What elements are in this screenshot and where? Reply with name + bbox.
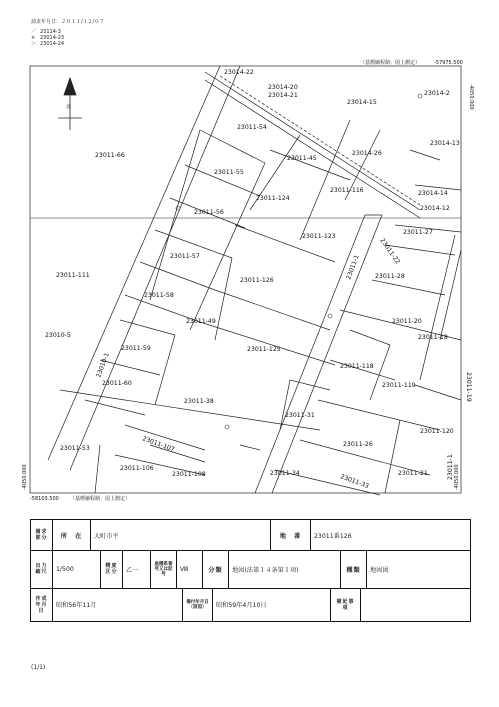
address-value: 大町市平 [91,520,271,550]
installed-value: 昭和59年4月10日 [213,588,331,621]
parcel-label: 23011-21 [398,470,428,477]
created-value: 昭和56年11月 [53,588,183,621]
parcel-label: 23014-14 [418,190,448,197]
parcel-label: 23011-116 [330,187,364,194]
lot-value: 23011番126 [314,532,352,540]
table-row [31,550,470,589]
parcel-label: 23011-38 [184,398,214,405]
ref-line-1: 23114-3 [40,29,61,35]
parcel-label: 23011-55 [214,169,244,176]
parcel-label: 23011-59 [121,345,151,352]
ref-mark-2: × [31,35,36,41]
header-installed: 備付年月日（原図） [183,588,213,621]
parcel-label: 23011-58 [144,292,174,299]
parcel-label: 23011-19 [465,372,472,402]
parcel-label: 23011-54 [237,124,267,131]
coord-bottom-left: -58103.500 [30,496,59,502]
parcel-label: 23011-60 [102,380,132,387]
parcel-label: 23011-119 [382,382,416,389]
parcel-label: 23014-22 [224,69,254,76]
parcel-label: 23011-1 [345,253,361,281]
parcel-label: 23011-120 [420,428,454,435]
parcel-label: 23011-49 [186,318,216,325]
parcel-label: 23014-21 [268,92,298,99]
header-location: 所 在 [53,520,91,550]
parcel-label: 23014-26 [352,150,382,157]
parcel-label: 23011-20 [392,318,422,325]
notes-value [361,588,470,621]
parcel-label: 23011-124 [256,195,290,202]
coord-right-bottom: -4050.000 [454,464,460,490]
page-count: (1/1) [31,664,46,671]
parcel-label: 23014-20 [268,84,298,91]
ref-mark-3: ＞ [31,41,37,47]
coord-left-bottom: -4050.000 [22,464,28,490]
parcel-label: 23011-56 [194,209,224,216]
classification-value: 地図(法第１４条第１項) [229,550,341,588]
parcel-label: 23011-53 [60,445,90,452]
ref-line-3: 23014-24 [40,41,65,47]
print-date: 請求年月日：２０１１/１２/０７ [31,19,105,25]
header-kind: 種類 [341,550,367,588]
parcel-label: 23011-18 [418,334,448,341]
parcel-label: 23011-106 [120,465,154,472]
header-coord-sys: 座標系番号又は記号 [151,550,177,588]
parcel-label: 23010-5 [45,332,71,339]
kind-value: 地図図 [370,566,389,574]
precision-value: 乙一 [123,550,151,588]
parcel-label: 23011-26 [343,441,373,448]
north-label: 北 [66,104,72,110]
table-row [31,588,470,621]
parcel-label: 23011-34 [270,470,300,477]
header-scale: 出力縮尺 [31,550,53,588]
parcel-label: 23011-27 [403,229,433,236]
parcel-label: 23011-66 [95,152,125,159]
ref-mark-1: ／ [31,29,37,35]
header-lot: 地 番 [271,520,311,550]
parcel-label: 23014-12 [420,205,450,212]
header-request: 請求部分 [31,520,53,550]
parcel-label: 23011-33 [339,473,370,491]
header-precision: 精度区分 [101,550,123,588]
parcel-label: 23011-126 [240,277,274,284]
header-created: 作成年月日 [31,588,53,621]
coord-right-top: -4050.000 [468,84,474,110]
scale-note-top: （基標縮程制：図上測定） [360,60,421,66]
parcel-label: 23014-13 [430,140,460,147]
parcel-label: 23011-28 [375,273,405,280]
header-notes: 補記事項 [331,588,361,621]
info-table [30,519,471,622]
parcel-label: 23011-22 [378,237,402,266]
parcel-label: 23014-15 [347,99,377,106]
table-row [31,520,470,551]
ref-line-2: 23014-23 [40,35,65,41]
coord-sys-value: Ⅷ [177,550,203,588]
parcel-label: 23011-45 [287,155,317,162]
parcel-label: 23011-57 [170,253,200,260]
scale-value: 1/500 [53,550,101,588]
parcel-label: 23011-123 [302,233,336,240]
coord-top-right: -57975.500 [434,60,463,66]
parcel-label: 23011-111 [56,272,90,279]
parcel-label: 23011-118 [340,363,374,370]
parcel-label: 23011-31 [285,412,315,419]
parcel-label: 23011-107 [141,435,176,454]
parcel-label: 23010-1 [95,351,111,379]
parcel-label: 23014-2 [424,90,450,97]
parcel-label: 23011-125 [247,346,281,353]
parcel-label: 23011-1 [447,454,454,480]
parcel-label: 23011-108 [172,471,206,478]
scale-note-bottom: （基標縮程制：図上測定） [70,496,131,502]
header-classification: 分類 [203,550,229,588]
